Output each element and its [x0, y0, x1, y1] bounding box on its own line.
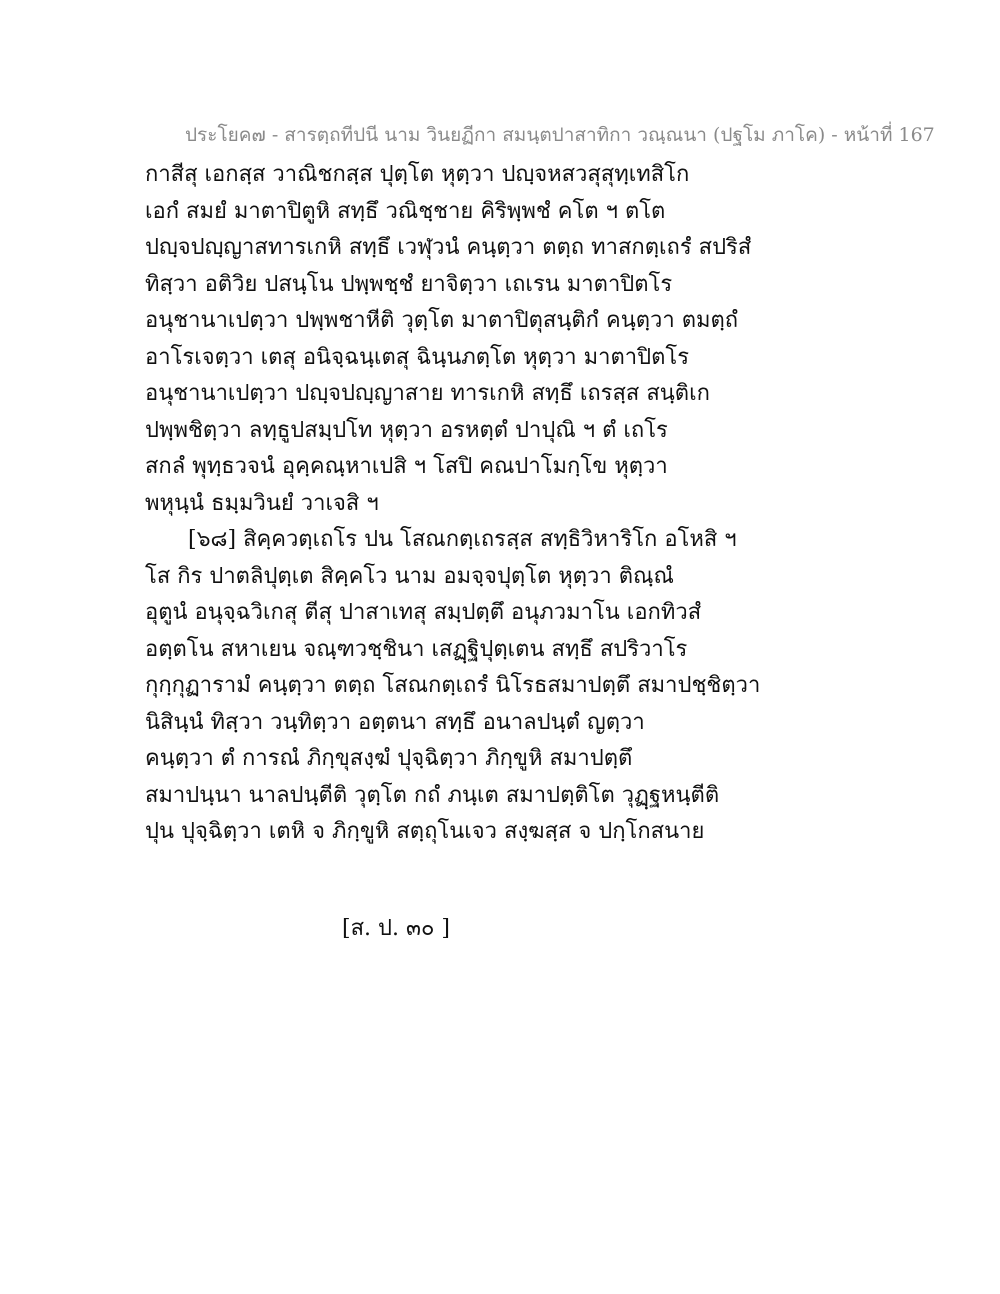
- text-line: อนุชานาเปตฺวา ปพฺพชาหีติ วุตฺโต มาตาปิตุสนฺติกํ คนฺตฺวา ตมตฺถํ: [145, 308, 739, 333]
- text-line-first: [๖๘] สิคฺควตฺเถโร ปน โสณกตฺเถรสฺส สทฺธิวิหาริโก อโหสิ ฯ: [188, 527, 737, 552]
- text-line: อตฺตโน สหาเยน จณฺฑวชฺชินา เสฏฺฐิปุตฺเตน สทฺธึ สปริวาโร: [145, 636, 688, 662]
- text-line: ปพฺพชิตฺวา ลทฺธูปสมฺปโท หุตฺวา อรหตฺตํ ปาปุณิ ฯ ตํ เถโร: [145, 417, 668, 443]
- paragraph-1: [145, 157, 965, 522]
- text-line: พหุนฺนํ ธมฺมวินยํ วาเจสิ ฯ: [145, 490, 379, 516]
- text-line: อุตูนํ อนุจฺฉวิเกสุ ตีสุ ปาสาเทสุ สมฺปตฺตึ อนุภวมาโน เอกทิวสํ: [145, 600, 702, 625]
- text-line: ปุน ปุจฺฉิตฺวา เตหิ จ ภิกฺขูหิ สตฺถุโนเจว สงฺฆสฺส จ ปกฺโกสนาย: [145, 819, 705, 844]
- text-line: อนุชานาเปตฺวา ปญฺจปญฺญาสาย ทารเกหิ สทฺธึ เถรสฺส สนฺติเก: [145, 381, 710, 406]
- running-header: ประโยค๗ - สารตฺถทีปนี นาม วินยฏีกา สมนฺตปาสาทิกา วณฺณนา (ปฐโม ภาโค) - หน้าที่ 167: [185, 124, 935, 146]
- text-line: คนฺตฺวา ตํ การณํ ภิกฺขุสงฺฆํ ปุจฺฉิตฺวา ภิกฺขูหิ สมาปตฺตึ: [145, 746, 633, 771]
- text-line: โส กิร ปาตลิปุตฺเต สิคฺคโว นาม อมจฺจปุตฺโต หุตฺวา ติณฺณํ: [145, 563, 674, 589]
- text-line: อาโรเจตฺวา เตสุ อนิจฺฉนฺเตสุ ฉินฺนภตฺโต หุตฺวา มาตาปิตโร: [145, 344, 690, 370]
- text-line: ทิสฺวา อติวิย ปสนฺโน ปพฺพชฺชํ ยาจิตฺวา เถเรน มาตาปิตโร: [145, 271, 673, 297]
- text-line: สมาปนฺนา นาลปนฺตีติ วุตฺโต กถํ ภนฺเต สมาปตฺติโต วุฏฺฐหนฺตีติ: [145, 782, 720, 808]
- text-line: เอกํ สมยํ มาตาปิตูหิ สทฺธึ วณิชฺชาย คิริพฺพชํ คโต ฯ ตโต: [145, 198, 666, 224]
- body-text: [145, 157, 965, 851]
- text-line: กุกฺกุฏารามํ คนฺตฺวา ตตฺถ โสณกตฺเถรํ นิโรธสมาปตฺตึ สมาปชฺชิตฺวา: [145, 673, 761, 698]
- text-line: กาสีสุ เอกสฺส วาณิชกสฺส ปุตฺโต หุตฺวา ปญฺจหสวสุสุทฺเทสิโก: [145, 162, 690, 187]
- paragraph-2: [145, 522, 965, 851]
- text-line: สกลํ พุทฺธวจนํ อุคฺคณฺหาเปสิ ฯ โสปิ คณปาโมกฺโข หุตฺวา: [145, 454, 668, 479]
- text-line: ปญฺจปญฺญาสทารเกหิ สทฺธึ เวฬุวนํ คนฺตฺวา ตตฺถ ทาสกตฺเถรํ สปริสํ: [145, 235, 752, 260]
- page-reference: [ส. ป. ๓๐ ]: [342, 916, 450, 941]
- text-line: นิสินฺนํ ทิสฺวา วนฺทิตฺวา อตฺตนา สทฺธึ อนาลปนฺตํ ญตฺวา: [145, 709, 645, 735]
